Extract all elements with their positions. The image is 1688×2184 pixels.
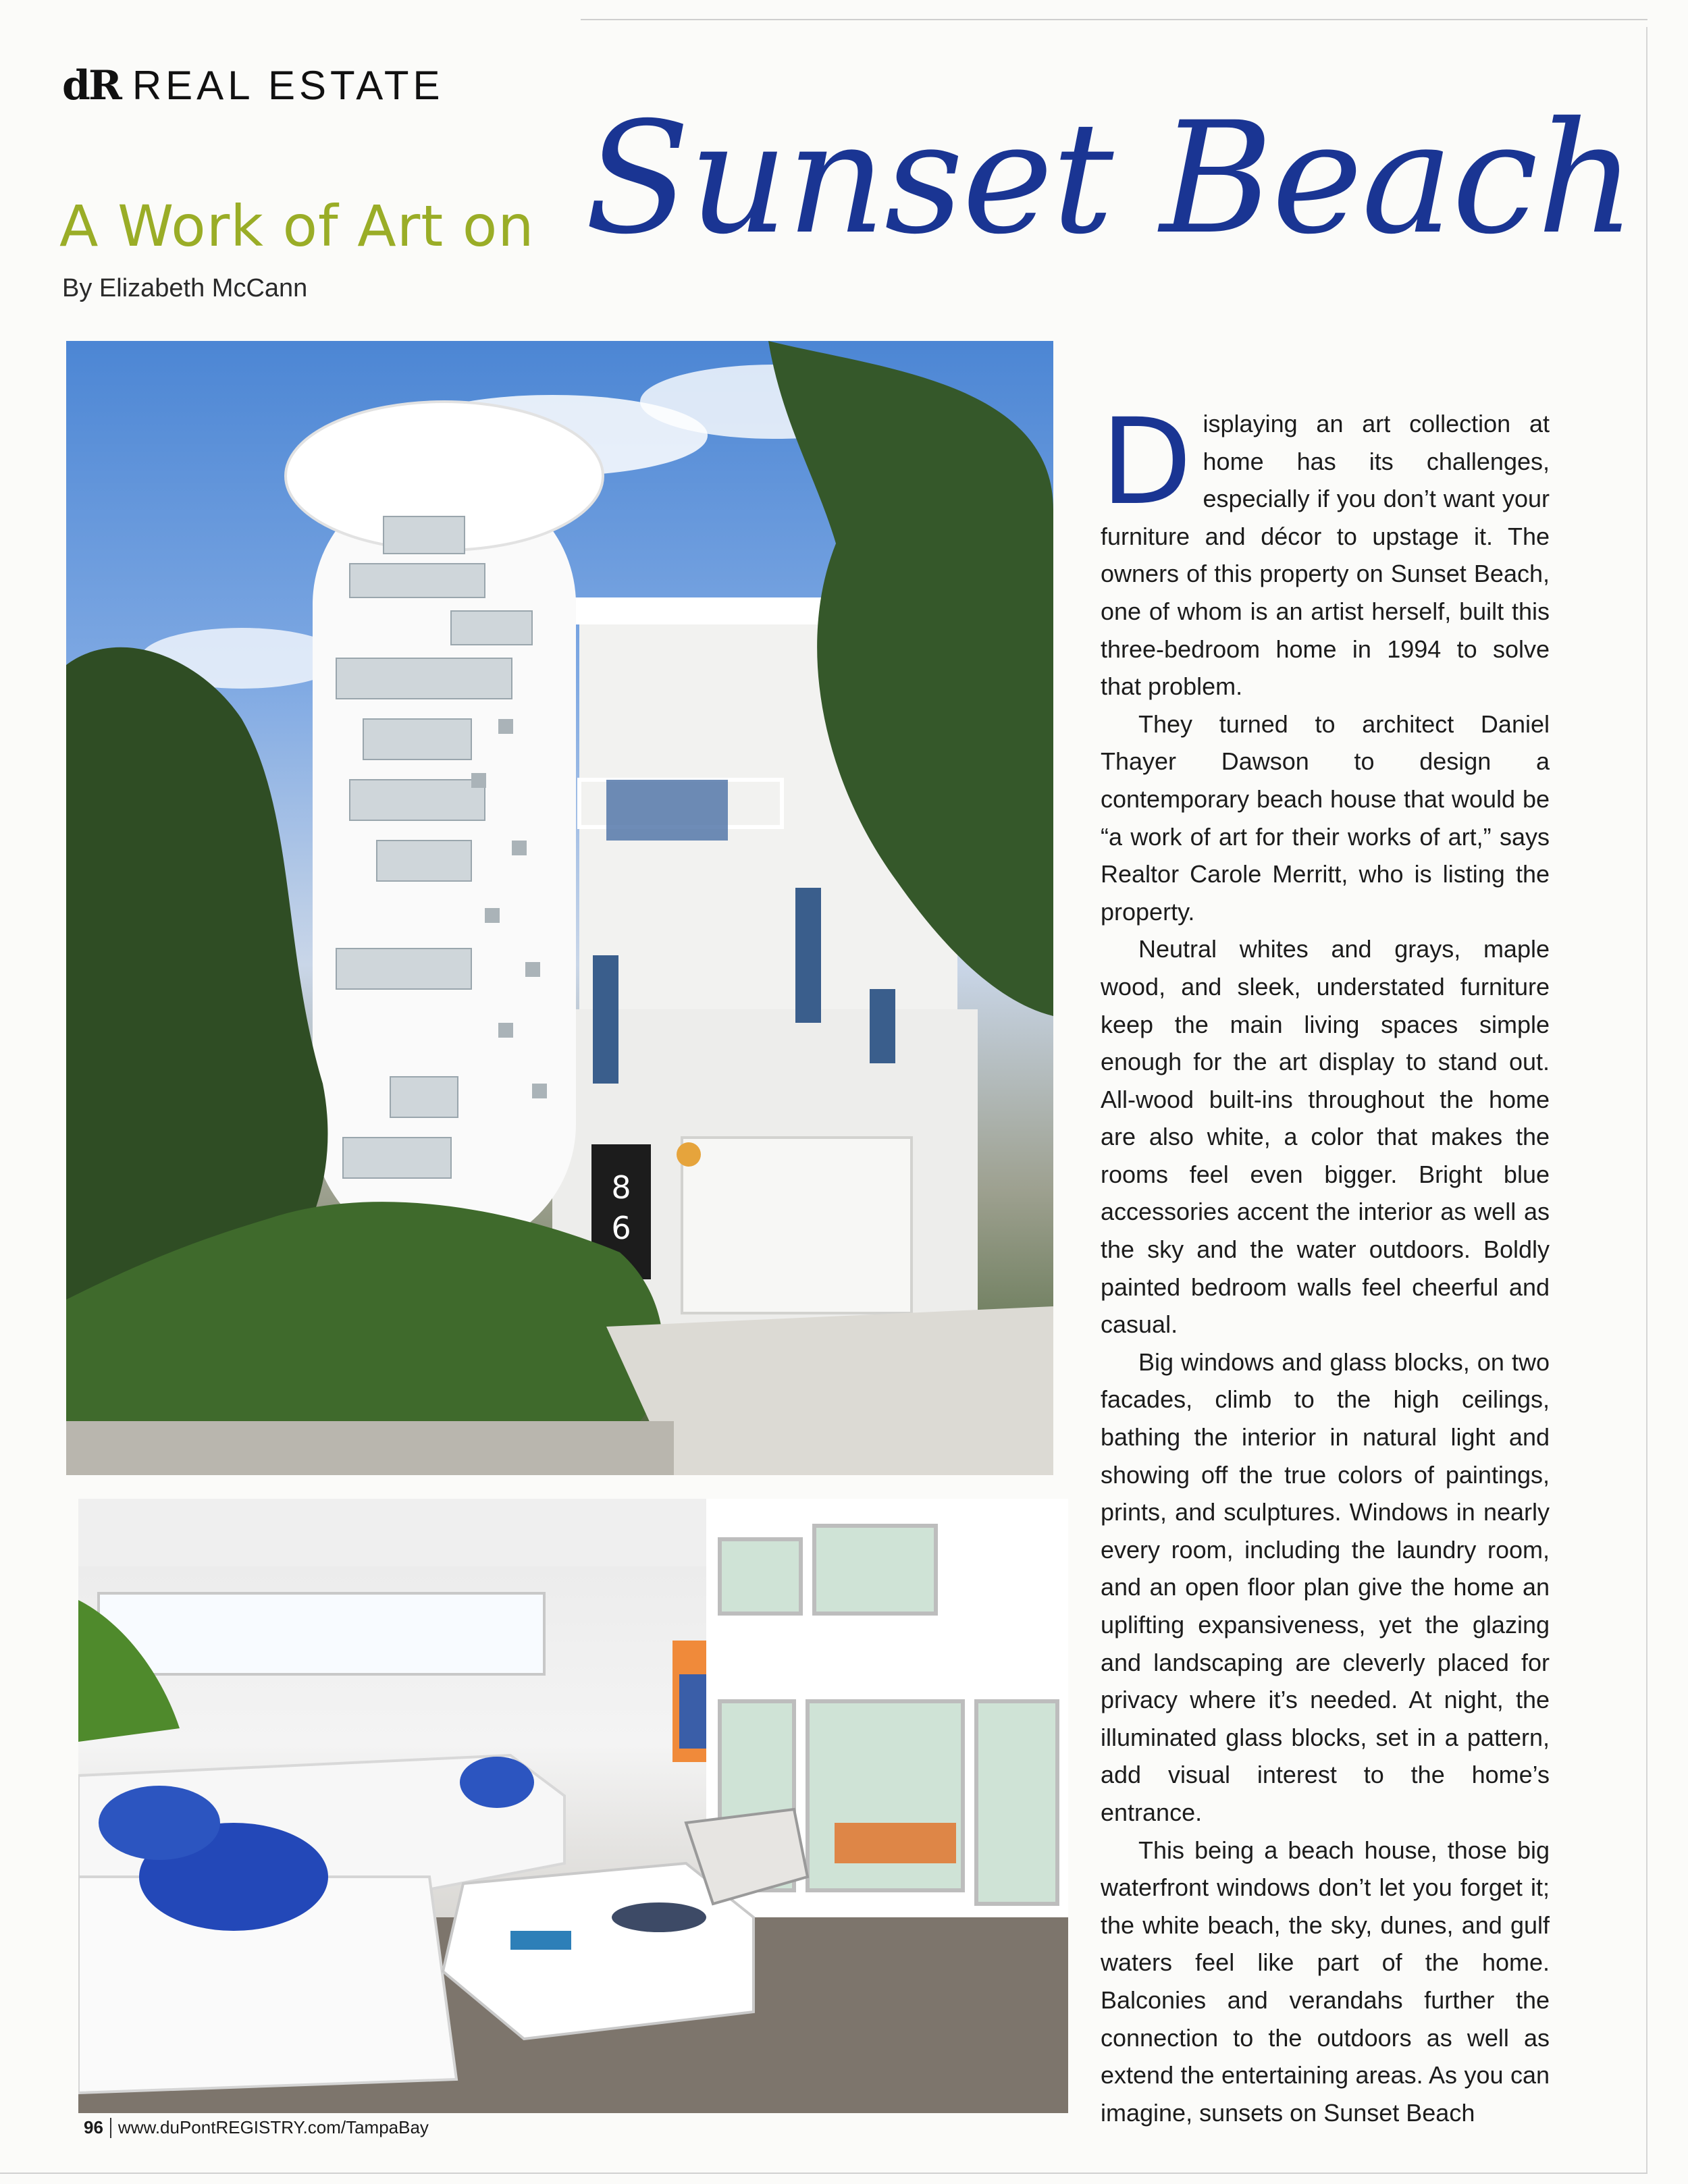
article-paragraph-2: They turned to architect Daniel Thayer Dawson to design a contemporary beach house that would be “a work of art for their works of art,” says Realtor Carole Merritt, who is listing the property. [1101, 710, 1550, 926]
article-paragraph-1 [1101, 393, 1550, 705]
interior-photo [78, 1499, 1068, 2113]
page-number: 96 [84, 2117, 103, 2137]
article-paragraph-4: Big windows and glass blocks, on two facades, climb to the high ceilings, bathing the interior in natural light and showing off the true colors of paintings, prints, and sculptures. Windows in nearly every room, including the laundry room, and an open floor plan give the home an uplifting expansiveness, yet the glazing and landscaping are cleverly placed for privacy where it’s needed. At night, the illuminated glass blocks, set in a pattern, add visual interest to the home’s entrance. [1101, 1348, 1550, 1826]
article-paragraph-5: This being a beach house, those big waterfront windows don’t let you forget it; the white beach, the sky, dunes, and gulf waters feel like part of the home. Balconies and verandahs further the connection to the outdoors as well as extend the entertaining areas. As you can imagine, sunsets on Sunset Beach [1101, 1836, 1550, 2127]
folio [84, 2117, 429, 2138]
folio-divider [110, 2118, 111, 2138]
page-edge-right [1646, 27, 1647, 2174]
page-edge-top [581, 19, 1647, 20]
page-edge-bottom [0, 2173, 1647, 2174]
exterior-photo [66, 341, 1053, 1475]
byline: By Elizabeth McCann [62, 274, 308, 302]
section-header [62, 62, 444, 116]
interior-photo-illustration [78, 1499, 1068, 2113]
house-number-top: 8 [611, 1169, 631, 1206]
article-paragraph-3: Neutral whites and grays, maple wood, and sleek, understated furniture keep the main living spaces simple enough for the art display to stand out. All-wood built-ins throughout the home are also white, a color that makes the rooms feel even bigger. Bright blue accessories accent the interior as well as the sky and the water outdoors. Boldly painted bedroom walls feel cheerful and casual. [1101, 935, 1550, 1339]
article-paragraph-1-text: isplaying an art collection at home has its challenges, especially if you don’t want your furniture and décor to upstage it. The owners of this property on Sunset Beach, one of whom is an artist herself, built this three-bedroom home in 1994 to solve that problem. [1101, 410, 1550, 701]
dropcap: D [1101, 393, 1192, 531]
house-number-bottom: 6 [611, 1210, 631, 1246]
exterior-photo-illustration [66, 341, 1053, 1475]
article-body [1101, 393, 1550, 2131]
section-logo: dR [62, 62, 120, 109]
folio-url: www.duPontREGISTRY.com/TampaBay [117, 2117, 429, 2137]
section-label: REAL ESTATE [132, 63, 444, 108]
headline-kicker: A Work of Art on [59, 193, 535, 259]
headline-title: Sunset Beach [585, 88, 1635, 268]
